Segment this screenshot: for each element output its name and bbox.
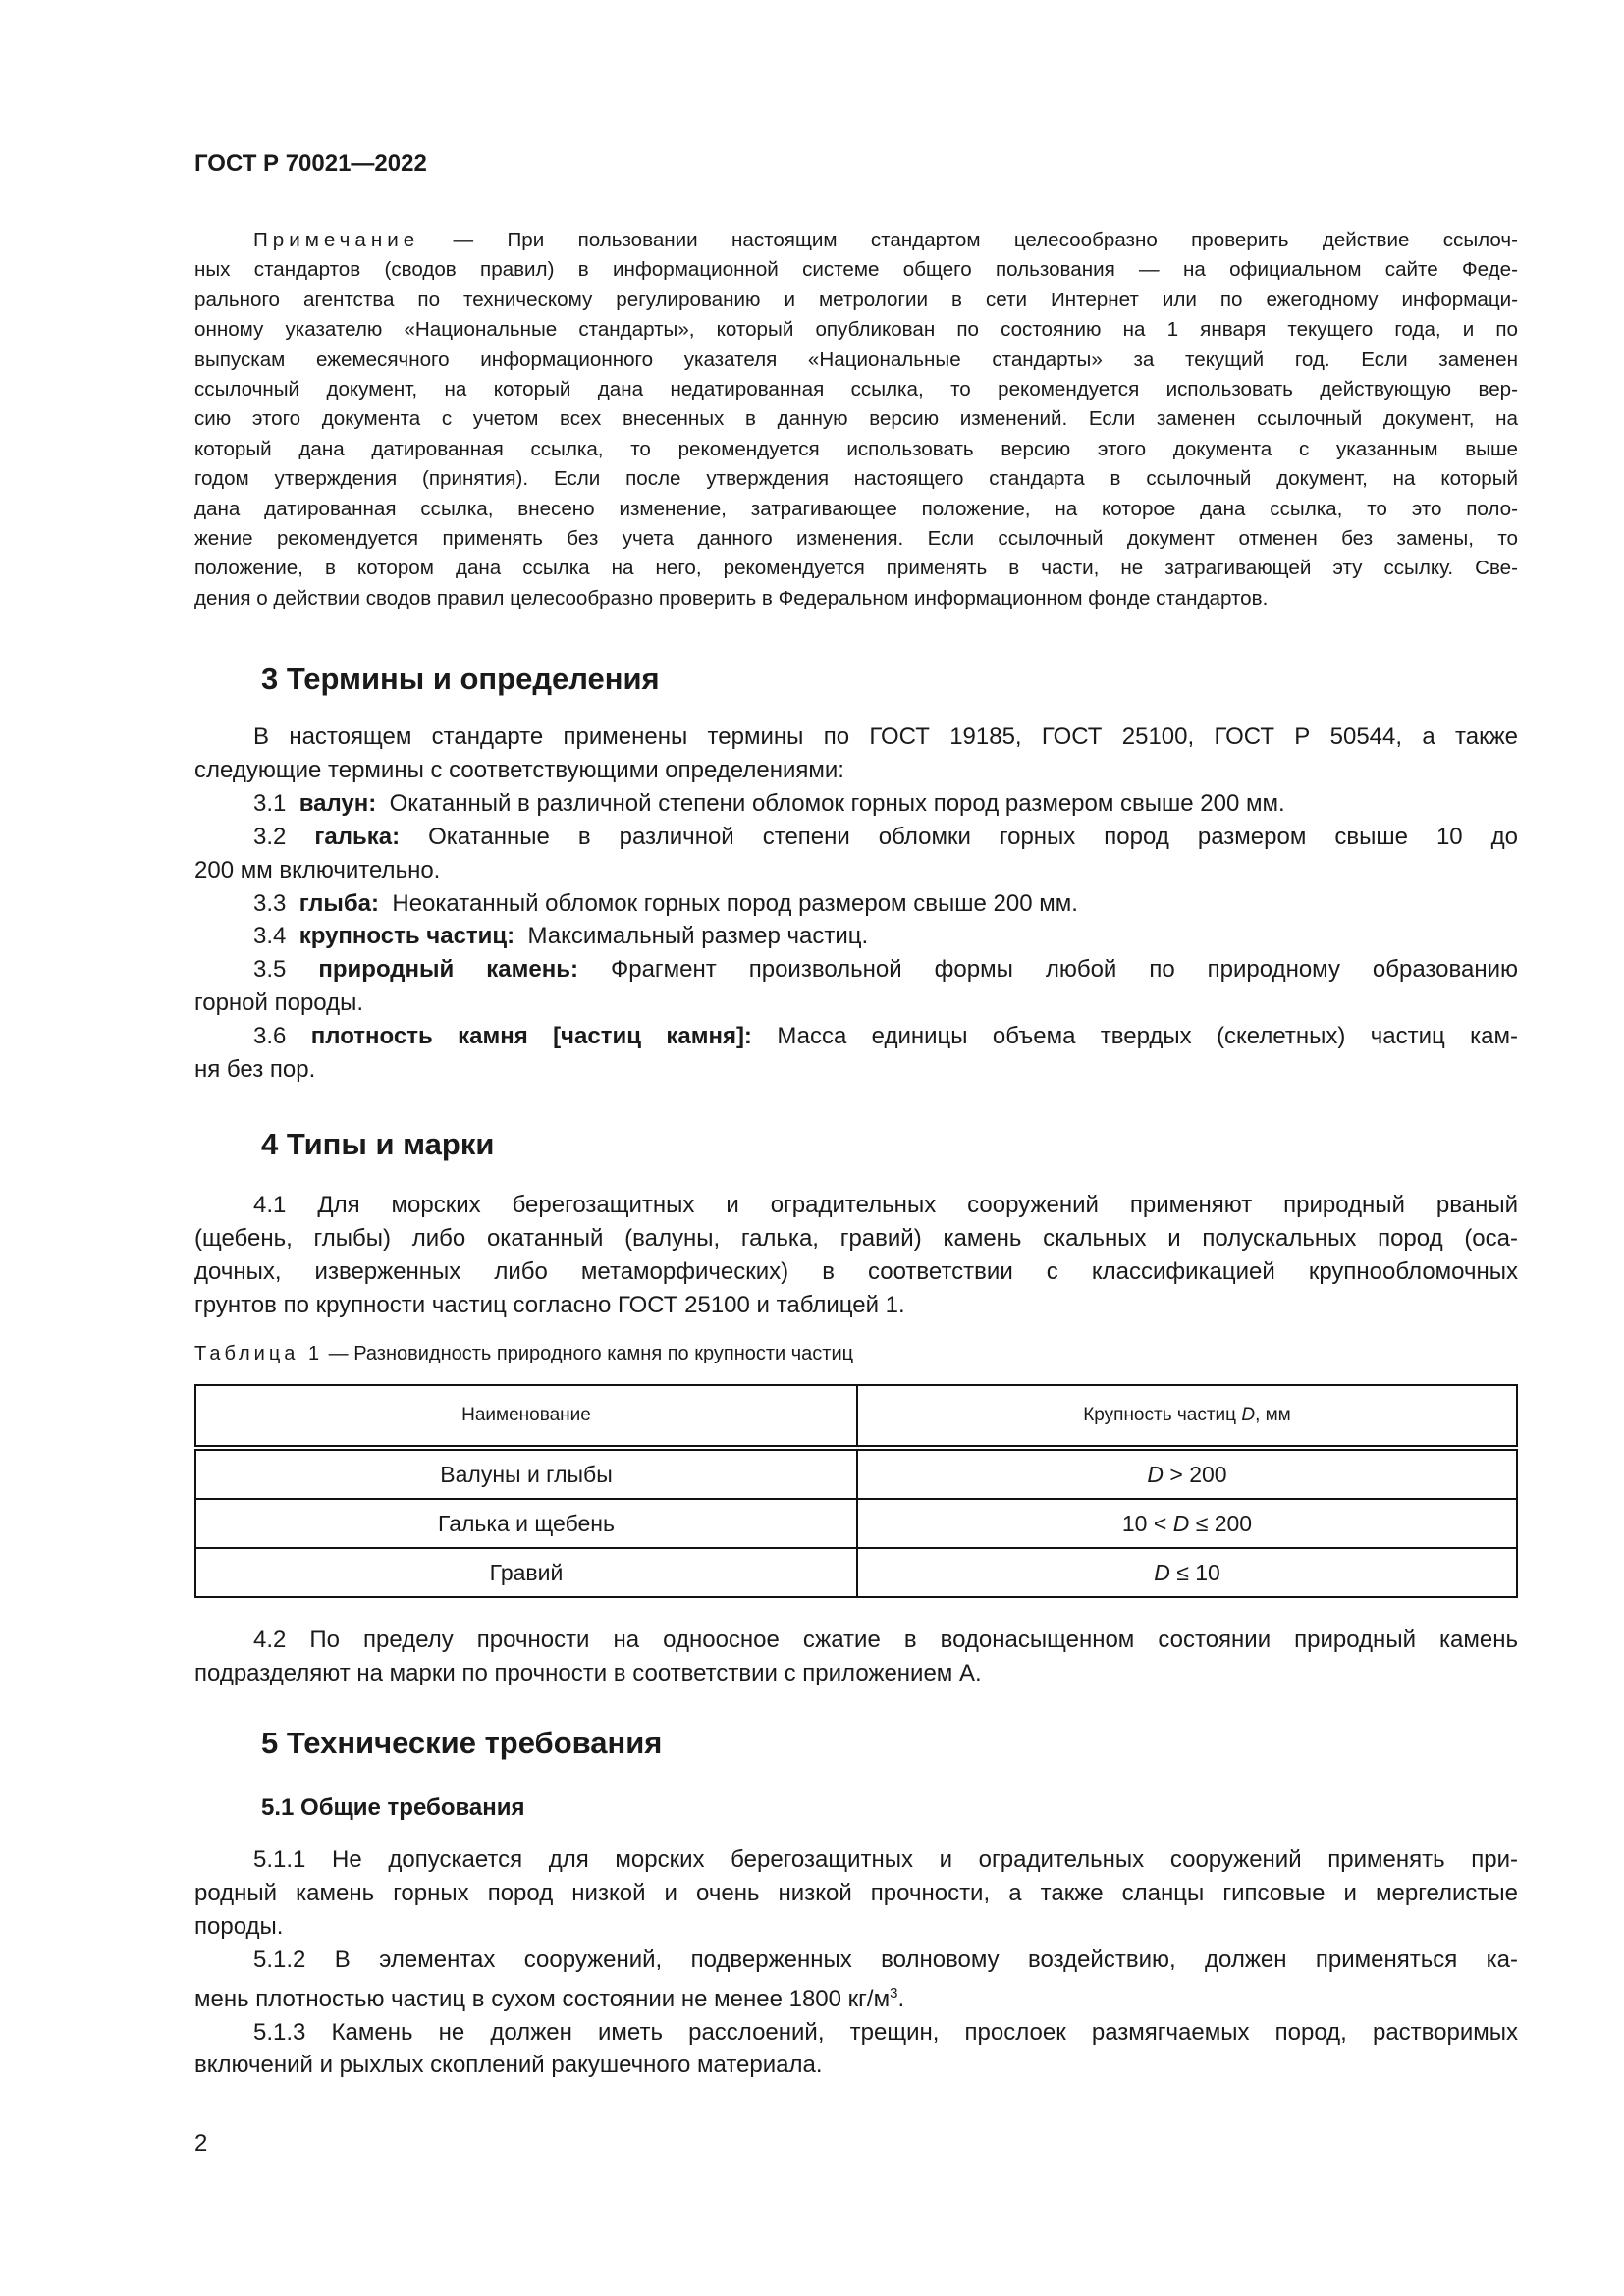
term-definition: горной породы.: [194, 989, 364, 1017]
subsection-5-1-heading: 5.1 Общие требования: [261, 1794, 525, 1821]
term-name: плотность камня [частиц камня]:: [310, 1023, 752, 1050]
table-row: [195, 1448, 1517, 1499]
paragraph-line: дочных, изверженных либо метаморфических) в соответствии с классификацией крупнообломочных: [194, 1257, 1518, 1285]
cell-size: [857, 1548, 1517, 1597]
density-text: мень плотностью частиц в сухом состоянии не менее 1800 кг/м: [194, 1985, 891, 2012]
term-3-6: [194, 1020, 1518, 1053]
cell-name: Валуны и глыбы: [195, 1448, 857, 1499]
paragraph-4-1: [194, 1189, 1518, 1322]
table-row: [195, 1548, 1517, 1597]
period: .: [897, 1985, 905, 2012]
term-number: 3.1: [253, 789, 287, 817]
table-caption-text: — Разновидность природного камня по крупности частиц: [323, 1343, 854, 1364]
section-5-heading: 5 Технические требования: [261, 1726, 663, 1760]
cell-size: [857, 1448, 1517, 1499]
paragraph-line: подразделяют на марки по прочности в соответствии с приложением А.: [194, 1659, 982, 1686]
note-line: положение, в котором дана ссылка на него, рекомендуется применять в части, не затрагивающей эту ссылку. Све-: [194, 557, 1518, 580]
stone-size-table: [194, 1384, 1518, 1598]
header-size-var: D: [1241, 1405, 1256, 1425]
note-line: ссылочный документ, на который дана недатированная ссылка, то рекомендуется использовать действующую вер-: [194, 378, 1518, 401]
note-line: онному указателю «Национальные стандарты», который опубликован по состоянию на 1 января текущего года, и по: [194, 318, 1518, 342]
page-number: 2: [194, 2130, 208, 2157]
note-line: выпускам ежемесячного информационного указателя «Национальные стандарты» за текущий год. Если заменен: [194, 347, 1518, 371]
term-number: 3.6: [253, 1023, 287, 1050]
term-definition: Фрагмент произвольной формы любой по природному образованию: [610, 956, 1519, 984]
term-definition: Максимальный размер частиц.: [527, 923, 869, 950]
paragraph-line: В настоящем стандарте применены термины по ГОСТ 19185, ГОСТ 25100, ГОСТ Р 50544, а также: [253, 723, 1518, 750]
term-definition: ня без пор.: [194, 1056, 316, 1084]
term-number: 3.4: [253, 923, 287, 950]
cell-size-var: D: [1154, 1559, 1170, 1585]
cell-size-post: > 200: [1164, 1461, 1227, 1487]
paragraph-line: включений и рыхлых скоплений ракушечного материала.: [194, 2052, 823, 2079]
cell-size-var: D: [1172, 1510, 1190, 1536]
paragraph-line: грунтов по крупности частиц согласно ГОСТ 25100 и таблицей 1.: [194, 1291, 905, 1318]
paragraph-line: 5.1.3 Камень не должен иметь расслоений, трещин, прослоек размягчаемых пород, растворимых: [253, 2018, 1518, 2046]
term-definition: Неокатанный обломок горных пород размером свыше 200 мм.: [392, 889, 1078, 917]
term-3-1: [194, 787, 1518, 821]
term-name: природный камень:: [318, 956, 578, 984]
note-line: [194, 226, 1518, 255]
paragraph-line: 5.1.1 Не допускается для морских берегозащитных и оградительных сооружений применять при-: [253, 1846, 1518, 1873]
header-size: [857, 1385, 1517, 1448]
note-label: Примечание: [253, 229, 420, 251]
note-line: дана датированная ссылка, внесено изменение, затрагивающее положение, на которое дана ссылка, то это поло-: [194, 497, 1518, 520]
header-size-unit: , мм: [1255, 1405, 1291, 1425]
term-name: крупность частиц:: [298, 923, 515, 950]
table-caption-label: Таблица 1: [194, 1343, 324, 1364]
table-caption: [194, 1343, 1518, 1365]
term-3-5: [194, 953, 1518, 987]
term-3-3: [194, 887, 1518, 921]
cell-name: Галька и щебень: [195, 1499, 857, 1548]
note-line: дения о действии сводов правил целесообразно проверить в Федеральном информационном фонде стандартов.: [194, 586, 1269, 610]
note-block: [194, 226, 1518, 614]
paragraph-line: 4.1 Для морских берегозащитных и оградительных сооружений применяют природный рваный: [253, 1192, 1518, 1218]
term-number: 3.3: [253, 889, 287, 917]
cell-size-pre: 10 <: [1121, 1510, 1173, 1536]
section-5-body: [194, 1843, 1518, 2082]
cell-name: Гравий: [195, 1548, 857, 1597]
term-number: 3.2: [253, 823, 287, 850]
cell-size-post: ≤ 200: [1189, 1510, 1253, 1536]
header-size-text: Крупность частиц: [1083, 1405, 1242, 1425]
paragraph-line: (щебень, глыбы) либо окатанный (валуны, галька, гравий) камень скальных и полускальных пород (оса-: [194, 1224, 1518, 1252]
cell-size-var: D: [1147, 1461, 1164, 1487]
section-4-heading: 4 Типы и марки: [261, 1127, 495, 1161]
term-3-2: [194, 821, 1518, 854]
note-line: рального агентства по техническому регулированию и метрологии в сети Интернет или по ежегодному информаци-: [194, 288, 1518, 311]
table-row: [195, 1499, 1517, 1548]
section-3-body: [194, 721, 1518, 1087]
paragraph-line: породы.: [194, 1912, 284, 1940]
superscript: 3: [890, 1984, 898, 2002]
term-definition: Масса единицы объема твердых (скелетных) частиц кам-: [777, 1023, 1519, 1050]
term-definition: 200 мм включительно.: [194, 856, 441, 883]
paragraph-line: родный камень горных пород низкой и очень низкой прочности, а также сланцы гипсовые и мергелистые: [194, 1879, 1518, 1906]
term-definition: Окатанный в различной степени обломок горных пород размером свыше 200 мм.: [389, 789, 1285, 817]
term-3-4: [194, 920, 1518, 953]
term-name: глыба:: [298, 889, 380, 917]
note-line: жение рекомендуется применять без учета данного изменения. Если ссылочный документ отменен без замены, то: [194, 527, 1518, 551]
note-text: — При пользовании настоящим стандартом целесообразно проверить действие ссылоч-: [453, 229, 1518, 251]
term-name: валун:: [298, 789, 377, 817]
paragraph-4-2: [194, 1624, 1518, 1690]
note-line: сию этого документа с учетом всех внесенных в данную версию изменений. Если заменен ссылочный документ, на: [194, 407, 1518, 431]
term-name: галька:: [314, 823, 401, 850]
note-line: ных стандартов (сводов правил) в информационной системе общего пользования — на официальном сайте Феде-: [194, 258, 1518, 282]
paragraph-line: [194, 1977, 1518, 2016]
document-header: ГОСТ Р 70021—2022: [194, 150, 427, 177]
term-number: 3.5: [253, 956, 287, 984]
table-header-row: [195, 1385, 1517, 1448]
section-3-heading: 3 Термины и определения: [261, 662, 660, 696]
note-line: годом утверждения (принятия). Если после утверждения настоящего стандарта в ссылочный документ, на который: [194, 467, 1518, 491]
paragraph-line: 4.2 По пределу прочности на одноосное сжатие в водонасыщенном состоянии природный камень: [253, 1627, 1518, 1653]
header-name: Наименование: [195, 1385, 857, 1448]
paragraph-line: следующие термины с соответствующими определениями:: [194, 756, 844, 783]
note-line: который дана датированная ссылка, то рекомендуется использовать версию этого документа с указанным выше: [194, 437, 1518, 460]
term-definition: Окатанные в различной степени обломки горных пород размером свыше 10 до: [428, 823, 1519, 850]
paragraph-line: 5.1.2 В элементах сооружений, подверженных волновому воздействию, должен применяться ка-: [253, 1946, 1518, 1973]
cell-size-post: ≤ 10: [1169, 1559, 1220, 1585]
cell-size: [857, 1499, 1517, 1548]
